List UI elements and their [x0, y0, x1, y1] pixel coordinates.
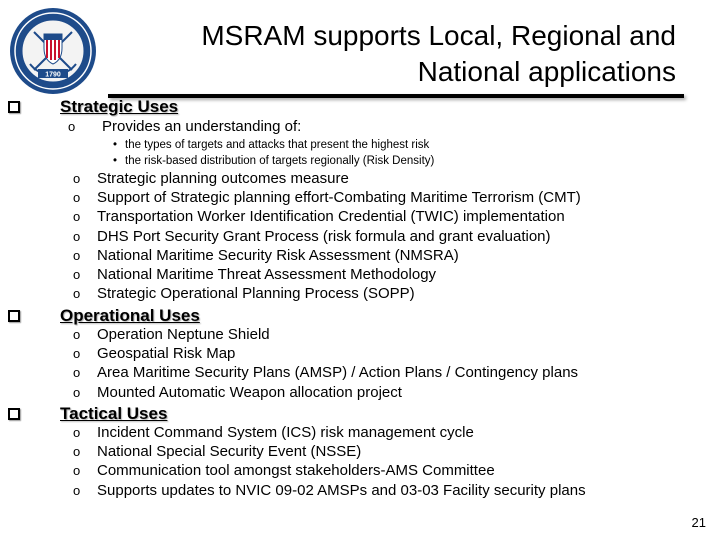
list-item-text: Supports updates to NVIC 09-02 AMSPs and 03-03 Facility security plans [97, 482, 586, 499]
list-item [73, 208, 565, 225]
list-item-text: National Maritime Threat Assessment Methodology [97, 266, 437, 283]
list-item-text: Provides an understanding of: [102, 118, 302, 135]
logo-year: 1790 [45, 71, 61, 79]
list-item [73, 345, 235, 362]
section-heading-text: Tactical Uses [60, 404, 168, 423]
circle-bullet-icon: o [73, 248, 81, 263]
page-number: 21 [691, 515, 706, 530]
list-item [73, 462, 495, 479]
section-heading [8, 306, 200, 326]
circle-bullet-icon: o [73, 365, 81, 380]
dot-bullet-icon: • [113, 139, 118, 151]
section-heading [8, 97, 178, 117]
list-item [73, 424, 474, 441]
list-item [73, 247, 459, 264]
list-item [73, 170, 349, 187]
checkbox-bullet-icon [8, 310, 20, 322]
list-item-text: Strategic planning outcomes measure [97, 170, 349, 187]
circle-bullet-icon: o [73, 327, 81, 342]
list-item-text: Strategic Operational Planning Process (SOPP) [97, 285, 415, 302]
circle-bullet-icon: o [73, 385, 81, 400]
circle-bullet-icon: o [68, 119, 76, 134]
list-item-text: DHS Port Security Grant Process (risk formula and grant evaluation) [97, 228, 551, 245]
list-item-text: Support of Strategic planning effort-Combating Maritime Terrorism (CMT) [97, 189, 581, 206]
circle-bullet-icon: o [73, 267, 81, 282]
list-item [73, 266, 436, 283]
list-item-text: Incident Command System (ICS) risk management cycle [97, 424, 474, 441]
checkbox-bullet-icon [8, 408, 20, 420]
circle-bullet-icon: o [73, 444, 81, 459]
list-item [73, 384, 402, 401]
circle-bullet-icon: o [73, 425, 81, 440]
circle-bullet-icon: o [73, 190, 81, 205]
list-item-text: Area Maritime Security Plans (AMSP) / Action Plans / Contingency plans [97, 364, 579, 381]
sub-list-item [113, 155, 434, 167]
list-item-text: Mounted Automatic Weapon allocation project [97, 384, 402, 401]
list-item-text: Operation Neptune Shield [97, 326, 270, 343]
list-item [73, 189, 581, 206]
checkbox-bullet-icon [8, 101, 20, 113]
section-heading [8, 404, 167, 424]
list-item [73, 443, 361, 460]
section-heading-text: Strategic Uses [60, 97, 179, 116]
circle-bullet-icon: o [73, 483, 81, 498]
circle-bullet-icon: o [73, 209, 81, 224]
dot-bullet-icon: • [113, 155, 118, 167]
list-item [73, 364, 578, 381]
list-item [73, 285, 415, 302]
section-heading-text: Operational Uses [60, 306, 200, 325]
sub-list-item-text: the risk-based distribution of targets regionally (Risk Density) [125, 155, 435, 167]
list-item [73, 228, 551, 245]
circle-bullet-icon: o [73, 229, 81, 244]
sub-list-item-text: the types of targets and attacks that present the highest risk [125, 139, 430, 151]
list-item-text: Transportation Worker Identification Credential (TWIC) implementation [97, 208, 565, 225]
list-item-text: National Maritime Security Risk Assessment (NMSRA) [97, 247, 459, 264]
circle-bullet-icon: o [73, 463, 81, 478]
list-item-text: National Special Security Event (NSSE) [97, 443, 362, 460]
list-item-text: Communication tool amongst stakeholders-AMS Committee [97, 462, 495, 479]
circle-bullet-icon: o [73, 346, 81, 361]
circle-bullet-icon: o [73, 171, 81, 186]
list-item [73, 482, 586, 499]
slide-title: MSRAM supports Local, Regional and National applications [201, 20, 676, 87]
circle-bullet-icon: o [73, 286, 81, 301]
sub-list-item [113, 139, 429, 151]
coast-guard-seal-logo [8, 6, 98, 96]
title-divider [108, 94, 684, 98]
list-item [68, 118, 301, 135]
list-item [73, 326, 270, 343]
list-item-text: Geospatial Risk Map [97, 345, 236, 362]
